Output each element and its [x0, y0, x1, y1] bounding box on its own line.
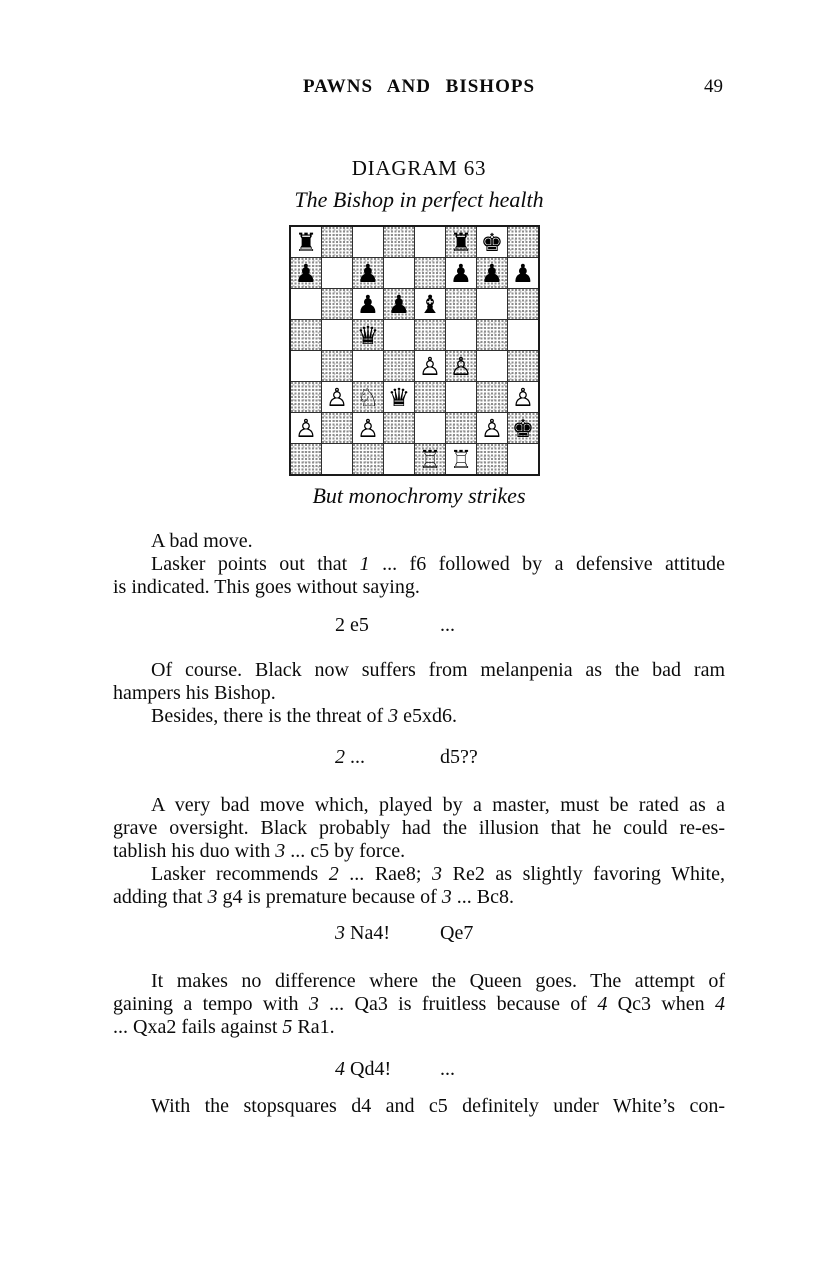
white-pawn-c2: ♙ [356, 413, 380, 443]
square-a2 [291, 413, 321, 443]
square-g1 [477, 444, 507, 474]
text-segment: 3 [441, 886, 452, 908]
square-e1 [415, 444, 445, 474]
square-d5 [384, 320, 414, 350]
square-d6 [384, 289, 414, 319]
square-b1 [322, 444, 352, 474]
square-f7 [446, 258, 476, 288]
square-f4 [446, 351, 476, 381]
square-d8 [384, 227, 414, 257]
white-pawn-g2: ♙ [480, 413, 504, 443]
text-line: Of course. Black now suffers from melanpenia as the bad ram [151, 659, 725, 681]
black-move: d5?? [440, 746, 478, 768]
paragraph-8 [113, 1095, 725, 1118]
text-segment: 3 [308, 993, 319, 1015]
text-segment: gaining a tempo with [113, 993, 309, 1015]
square-f8 [446, 227, 476, 257]
square-d4 [384, 351, 414, 381]
white-queen-d3: ♛ [387, 382, 411, 412]
text-line: It makes no difference where the Queen goes. The attempt of [151, 970, 725, 992]
square-b5 [322, 320, 352, 350]
square-c3 [353, 382, 383, 412]
paragraph-1 [113, 530, 725, 553]
square-c2 [353, 413, 383, 443]
text-segment: 4 [715, 993, 726, 1015]
square-d7 [384, 258, 414, 288]
white-pawn-h3: ♙ [511, 382, 535, 412]
white-pawn-e4: ♙ [418, 351, 442, 381]
white-rook-e1: ♖ [418, 444, 442, 474]
diagram-subtitle: The Bishop in perfect health [294, 187, 544, 212]
square-a5 [291, 320, 321, 350]
text-segment: ... c5 by force. [285, 840, 406, 862]
square-d1 [384, 444, 414, 474]
text-segment: 3 [388, 705, 399, 727]
text-segment: ... f6 followed by a defensive attitude [369, 553, 725, 575]
paragraph-7 [113, 970, 725, 1039]
square-g8 [477, 227, 507, 257]
square-c5 [353, 320, 383, 350]
square-c4 [353, 351, 383, 381]
square-f1 [446, 444, 476, 474]
text-segment: 3 [275, 840, 286, 862]
square-a8 [291, 227, 321, 257]
square-e7 [415, 258, 445, 288]
paragraph-2 [113, 553, 725, 599]
text-line [113, 840, 725, 863]
square-e5 [415, 320, 445, 350]
black-pawn-d6: ♟ [387, 289, 411, 319]
text-segment: Qd4! [345, 1058, 392, 1080]
text-segment: ... [345, 746, 365, 768]
square-c8 [353, 227, 383, 257]
square-h5 [508, 320, 538, 350]
square-a6 [291, 289, 321, 319]
square-h7 [508, 258, 538, 288]
black-move: ... [440, 614, 455, 636]
square-d2 [384, 413, 414, 443]
diagram-caption: But monochromy strikes [312, 483, 526, 508]
text-line: hampers his Bishop. [113, 682, 276, 704]
text-line: With the stopsquares d4 and c5 definitely under White’s con- [151, 1095, 725, 1117]
square-g2 [477, 413, 507, 443]
white-knight-c3: ♘ [356, 382, 380, 412]
square-e3 [415, 382, 445, 412]
square-g4 [477, 351, 507, 381]
white-move: 2 e5 [335, 614, 369, 636]
square-c1 [353, 444, 383, 474]
square-h6 [508, 289, 538, 319]
text-line [113, 705, 725, 728]
square-e2 [415, 413, 445, 443]
chess-board [289, 225, 540, 476]
square-h8 [508, 227, 538, 257]
paragraph-3 [113, 659, 725, 705]
paragraph-5 [113, 794, 725, 863]
text-segment: 1 [359, 553, 370, 575]
white-king-h2: ♚ [511, 413, 535, 443]
black-pawn-a7: ♟ [294, 258, 318, 288]
text-segment: Lasker points out that [151, 553, 360, 575]
square-h1 [508, 444, 538, 474]
move-line-4 [335, 1058, 455, 1081]
square-c6 [353, 289, 383, 319]
black-move: Qe7 [440, 922, 474, 944]
text-segment: ... Qa3 is fruitless because of [318, 993, 598, 1015]
running-header: PAWNS AND BISHOPS [302, 76, 536, 97]
square-a3 [291, 382, 321, 412]
square-d3 [384, 382, 414, 412]
text-line [113, 863, 725, 886]
white-pawn-a2: ♙ [294, 413, 318, 443]
black-pawn-h7: ♟ [511, 258, 535, 288]
square-f2 [446, 413, 476, 443]
white-move [335, 746, 440, 769]
text-line [113, 886, 725, 909]
text-line [113, 553, 725, 576]
text-line [113, 993, 725, 1016]
text-segment: 5 [282, 1016, 293, 1038]
text-segment: 4 [597, 993, 608, 1015]
black-pawn-g7: ♟ [480, 258, 504, 288]
move-line-2 [335, 746, 478, 769]
square-e4 [415, 351, 445, 381]
text-line: grave oversight. Black probably had the illusion that he could re-es- [113, 817, 725, 839]
text-segment: ... Qxa2 fails against [113, 1016, 283, 1038]
black-queen-c5: ♛ [356, 320, 380, 350]
text-line: is indicated. This goes without saying. [113, 576, 420, 598]
text-segment: 2 [335, 746, 345, 768]
text-segment: e5xd6. [398, 705, 458, 727]
text-segment: g4 is premature because of [217, 886, 442, 908]
black-move: ... [440, 1058, 455, 1080]
move-line-3 [335, 922, 473, 945]
text-segment: 3 [335, 922, 345, 944]
text-segment: ... Bc8. [451, 886, 515, 908]
square-b3 [322, 382, 352, 412]
text-segment: Lasker recommends [151, 863, 329, 885]
black-rook-f8: ♜ [449, 227, 473, 257]
black-pawn-c7: ♟ [356, 258, 380, 288]
square-f6 [446, 289, 476, 319]
square-a1 [291, 444, 321, 474]
black-king-g8: ♚ [480, 227, 504, 257]
white-move [335, 922, 440, 945]
black-rook-a8: ♜ [294, 227, 318, 257]
square-b2 [322, 413, 352, 443]
white-move [335, 1058, 440, 1081]
square-a7 [291, 258, 321, 288]
text-segment: Re2 as slightly favoring White, [442, 863, 725, 885]
square-h2 [508, 413, 538, 443]
diagram-title: DIAGRAM 63 [351, 156, 487, 180]
text-line [113, 1016, 725, 1039]
square-b8 [322, 227, 352, 257]
square-h4 [508, 351, 538, 381]
square-b4 [322, 351, 352, 381]
square-c7 [353, 258, 383, 288]
square-g3 [477, 382, 507, 412]
black-pawn-f7: ♟ [449, 258, 473, 288]
square-b6 [322, 289, 352, 319]
text-segment: Ra1. [292, 1016, 335, 1038]
square-h3 [508, 382, 538, 412]
text-segment: 3 [432, 863, 443, 885]
square-a4 [291, 351, 321, 381]
page-number: 49 [704, 76, 723, 97]
black-bishop-e6: ♝ [418, 289, 442, 319]
square-e8 [415, 227, 445, 257]
text-segment: tablish his duo with [113, 840, 276, 862]
text-segment: adding that [113, 886, 208, 908]
square-f3 [446, 382, 476, 412]
text-line: A bad move. [151, 530, 253, 552]
text-segment: ... Rae8; [338, 863, 433, 885]
paragraph-6 [113, 863, 725, 909]
text-line: A very bad move which, played by a master, must be rated as a [151, 794, 725, 816]
square-g5 [477, 320, 507, 350]
square-b7 [322, 258, 352, 288]
square-g7 [477, 258, 507, 288]
text-segment: 3 [207, 886, 218, 908]
text-segment: 2 [328, 863, 339, 885]
move-line-1 [335, 614, 455, 637]
text-segment: 4 [335, 1058, 345, 1080]
white-rook-f1: ♖ [449, 444, 473, 474]
text-segment: Qc3 when [607, 993, 716, 1015]
text-segment: Na4! [345, 922, 390, 944]
paragraph-4 [113, 705, 725, 728]
square-e6 [415, 289, 445, 319]
black-pawn-c6: ♟ [356, 289, 380, 319]
text-segment: Besides, there is the threat of [151, 705, 389, 727]
white-pawn-f4: ♙ [449, 351, 473, 381]
square-g6 [477, 289, 507, 319]
white-pawn-b3: ♙ [325, 382, 349, 412]
square-f5 [446, 320, 476, 350]
